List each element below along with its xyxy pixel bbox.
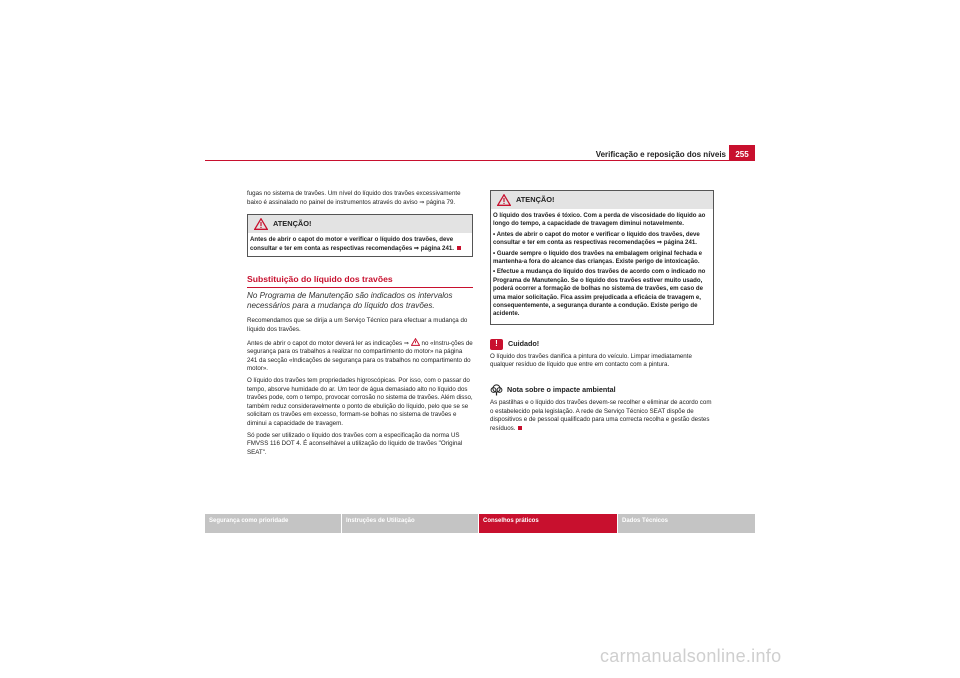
paragraph-2-end: no «Instru-ções de segurança para os trabalhos a realizar no compartimento do motor» na página 241 da secção «Indicações de segurança para os trabalhos no compartimento do motor». bbox=[247, 339, 473, 373]
warning-item-2: • Antes de abrir o capot do motor e verificar o líquido dos travões, deve consultar e ter em conta as respectivas recomendações ⇒ página 241. bbox=[493, 230, 700, 247]
end-marker bbox=[518, 426, 522, 430]
left-column bbox=[247, 190, 473, 460]
page-number: 255 bbox=[729, 145, 755, 161]
environment-text bbox=[490, 399, 714, 433]
paragraph-3: O líquido dos travões tem propriedades higroscópicas. Por isso, com o passar do tempo, absorve humidade do ar. Um teor de água demasiado alto no líquido dos travões pode, com o tempo, provocar corrosão no sistema de travões. Além disso, também reduz consideravelmente o ponto de ebulição do líquido, pelo que se se solicitam os travões em excesso, formam-se bolhas no sistema de travões e diminui a capacidade de travagem. bbox=[247, 376, 473, 427]
caution-title: Cuidado! bbox=[508, 339, 540, 349]
warning-title: ATENÇÃO! bbox=[273, 218, 312, 228]
warning-box-left bbox=[247, 214, 473, 257]
warning-triangle-icon bbox=[497, 194, 511, 206]
paragraph-4: Só pode ser utilizado o líquido dos travões com a especificação da norma US FMVSS 116 DOT 4. É aconselhável a utilização do líquido de travões "Original SEAT". bbox=[247, 431, 463, 456]
warning-item-1: O líquido dos travões é tóxico. Com a perda de viscosidade do líquido ao longo do tempo, a capacidade de travagem diminui notavelmente. bbox=[493, 212, 706, 228]
caution-heading bbox=[490, 339, 714, 350]
tab-instrucoes[interactable]: Instruções de Utilização bbox=[342, 514, 478, 533]
warning-triangle-icon bbox=[254, 218, 268, 230]
tab-dados-tecnicos[interactable]: Dados Técnicos bbox=[618, 514, 755, 533]
section-intro: No Programa de Manutenção são indicados os intervalos necessários para a mudança do líquido dos travões. bbox=[247, 290, 453, 310]
warning-header bbox=[248, 215, 472, 233]
paragraph-2 bbox=[247, 338, 473, 374]
environment-text-body: As pastilhas e o líquido dos travões devem-se recolher e eliminar de acordo com o estabelecido pela legislação. A rede de Serviço Técnico SEAT dispõe de dispositivos e de pessoal qualificado para uma correcta recolha e gestão destes resíduos. bbox=[490, 399, 712, 432]
header-title: Verificação e reposição dos níveis bbox=[595, 150, 726, 159]
warning-item-2-text: Antes de abrir o capot do motor e verificar o líquido dos travões, deve consultar e ter em conta as respectivas recomendações ⇒ página 241. bbox=[493, 230, 700, 247]
paragraph-1: Recomendamos que se dirija a um Serviço Técnico para efectuar a mudança do líquido dos travões. bbox=[247, 317, 468, 333]
tab-seguranca[interactable]: Segurança como prioridade bbox=[205, 514, 341, 533]
tab-conselhos[interactable]: Conselhos práticos bbox=[479, 514, 617, 533]
warning-triangle-icon bbox=[411, 338, 420, 346]
section-title: Substituição do líquido dos travões bbox=[247, 275, 473, 288]
header-rule bbox=[205, 160, 729, 161]
environment-heading bbox=[490, 384, 714, 396]
end-marker bbox=[457, 246, 461, 250]
warning-header bbox=[491, 191, 713, 209]
warning-item-4: • Efectue a mudança do líquido dos travões de acordo com o indicado no Programa de Manutenção. Se o líquido dos travões estiver muito usado, poderá ocorrer a formação de bolhas no sistema de travões, em caso de uma maior solicitação. Fica assim prejudicada a eficácia de travagem e, consequentemente, a segurança durante a condução. Existe perigo de acidente. bbox=[493, 268, 706, 318]
warning-item-3: • Guarde sempre o líquido dos travões na embalagem original fechada e mantenha-a fora do alcance das crianças. Existe perigo de intoxicação. bbox=[493, 249, 703, 266]
warning-text: Antes de abrir o capot do motor e verificar o líquido dos travões, deve consultar e ter em conta as respectivas recomendações ⇒ página 241. bbox=[250, 236, 454, 252]
warning-body bbox=[491, 209, 713, 324]
warning-title: ATENÇÃO! bbox=[516, 194, 555, 204]
paragraph-2-start: Antes de abrir o capot do motor deverá ler as indicações ⇒ bbox=[247, 339, 410, 347]
warning-item-3-text: Guarde sempre o líquido dos travões na embalagem original fechada e mantenha-a fora do alcance das crianças. Existe perigo de intoxicação. bbox=[493, 249, 703, 266]
caution-text: O líquido dos travões danifica a pintura do veículo. Limpar imediatamente qualquer resíduo de líquido que entre em contacto com a pintura. bbox=[490, 352, 692, 369]
intro-paragraph: fugas no sistema de travões. Um nível do líquido dos travões excessivamente baixo é assinalado no painel de instrumentos através do aviso ⇒ página 79. bbox=[247, 190, 461, 206]
environment-title: Nota sobre o impacte ambiental bbox=[507, 384, 616, 394]
watermark: carmanualsonline.info bbox=[600, 646, 782, 666]
caution-icon: ! bbox=[490, 339, 503, 350]
right-column bbox=[490, 190, 714, 436]
warning-item-4-text: Efectue a mudança do líquido dos travões de acordo com o indicado no Programa de Manutenção. Se o líquido dos travões estiver muito usado, poderá ocorrer a formação de bolhas no sistema de travões, em caso de uma maior solicitação. Fica assim prejudicada a eficácia de travagem e, consequentemente, a segurança durante a condução. Existe perigo de acidente. bbox=[493, 268, 706, 318]
environment-tree-icon bbox=[490, 384, 503, 396]
warning-box-right bbox=[490, 190, 714, 325]
warning-body bbox=[248, 233, 472, 256]
